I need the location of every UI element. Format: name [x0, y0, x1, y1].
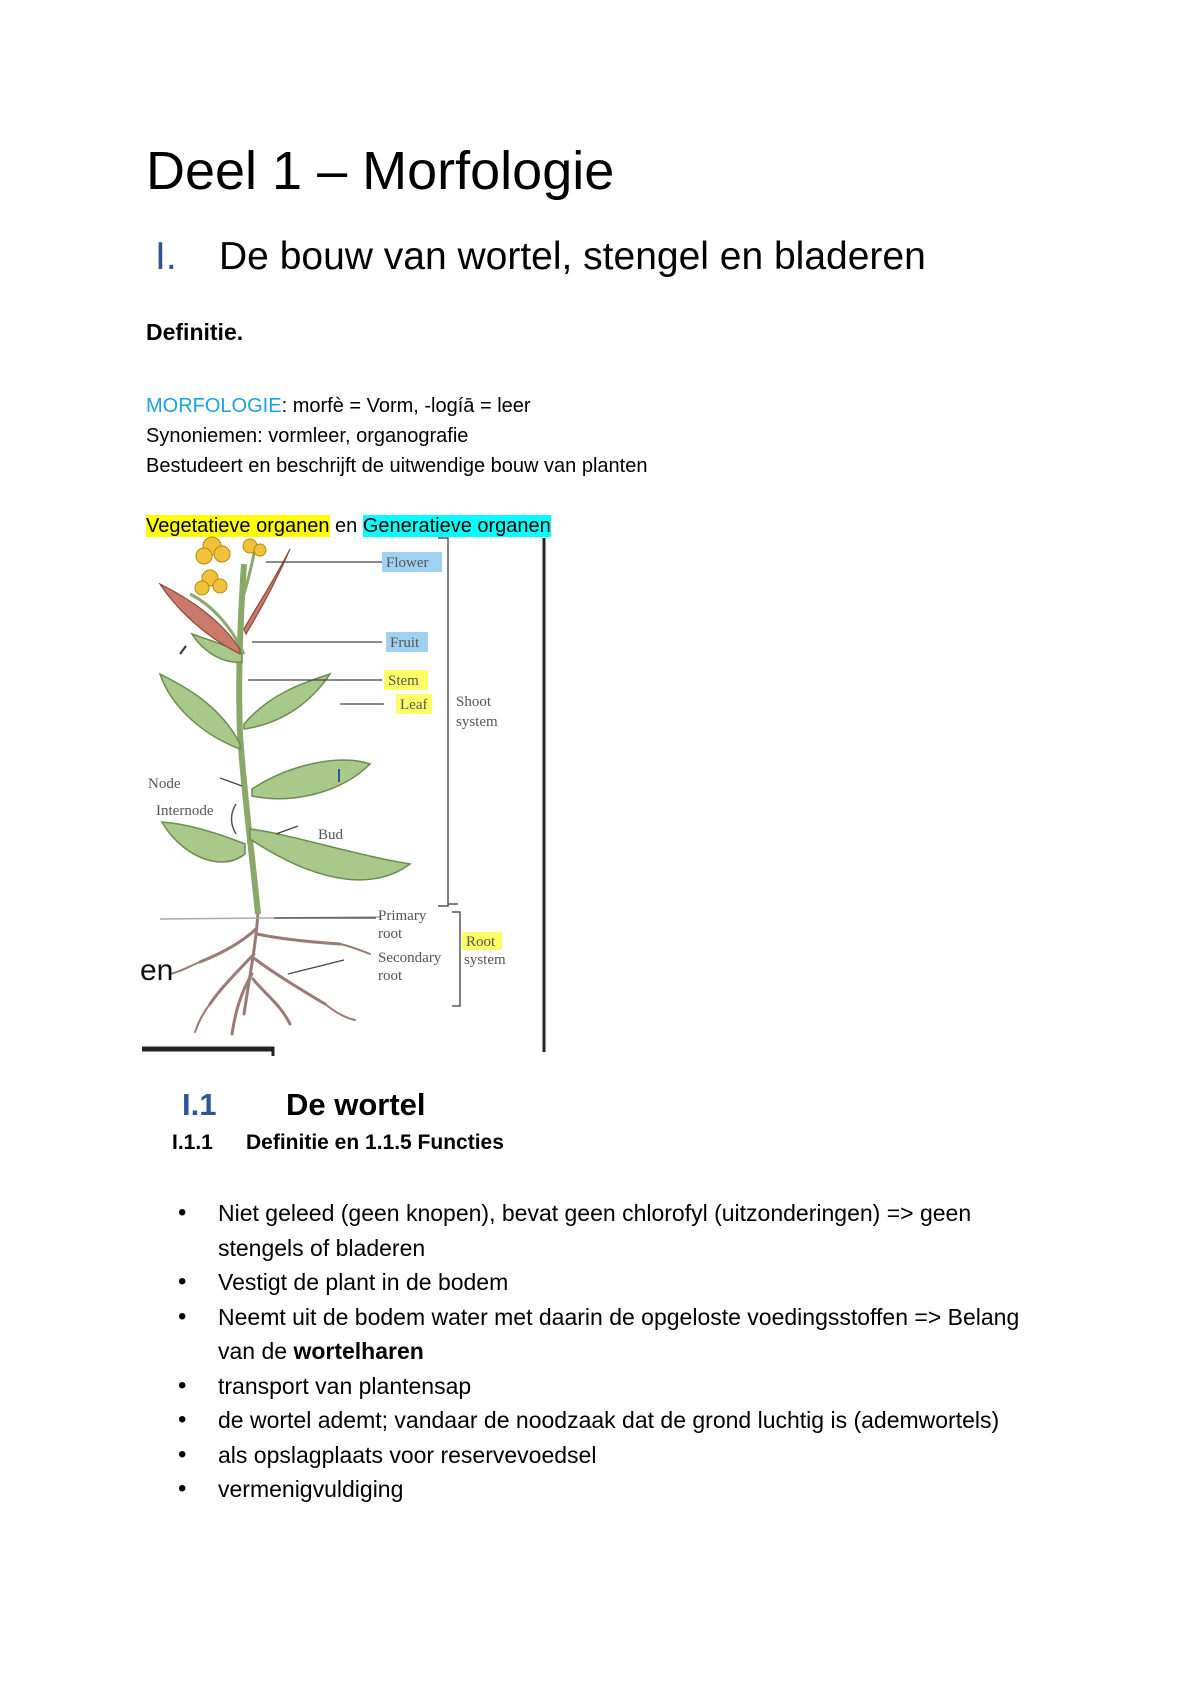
label-leaf: Leaf — [400, 697, 428, 713]
label-secondary-2: root — [378, 968, 403, 984]
label-node: Node — [148, 776, 181, 792]
morphology-definition — [146, 394, 531, 418]
description-line: Bestudeert en beschrijft de uitwendige bouw van planten — [146, 455, 648, 477]
section-title: De wortel — [286, 1087, 426, 1122]
root-system-drawing — [170, 912, 370, 1034]
chapter-title: De bouw van wortel, stengel en bladeren — [219, 235, 926, 278]
label-fruit: Fruit — [390, 635, 420, 651]
label-shoot-1: Shoot — [456, 694, 492, 710]
list-item: • de wortel ademt; vandaar de noodzaak dat de grond luchtig is (ademwortels) — [176, 1403, 1056, 1438]
plant-diagram — [140, 534, 560, 1056]
list-item: • Vestigt de plant in de bodem — [176, 1265, 1056, 1300]
leaves-drawing — [160, 634, 410, 880]
list-item: • Niet geleed (geen knopen), bevat geen chlorofyl (uitzonderingen) => geen stengels of bladeren — [176, 1196, 1056, 1265]
label-primary-2: root — [378, 926, 403, 942]
list-item: • Neemt uit de bodem water met daarin de opgeloste voedingsstoffen => Belang van de wortelharen — [176, 1300, 1056, 1369]
vegetative-organs-highlight: Vegetatieve organen — [146, 515, 330, 537]
subsection-number: I.1.1 — [172, 1131, 213, 1154]
list-item: • als opslagplaats voor reservevoedsel — [176, 1438, 1056, 1473]
label-root-2: system — [464, 952, 506, 968]
subsection-title: Definitie en 1.1.5 Functies — [246, 1131, 504, 1154]
chapter-number: I. — [155, 235, 177, 278]
morphology-etymology: : morfè = Vorm, -logíā = leer — [281, 395, 531, 417]
label-primary-1: Primary — [378, 908, 427, 924]
chapter-heading — [155, 234, 926, 280]
label-shoot-2: system — [456, 714, 498, 730]
definition-heading: Definitie. — [146, 319, 244, 345]
label-fragment: en — [140, 954, 174, 987]
list-item: • vermenigvuldiging — [176, 1472, 1056, 1507]
page-title: Deel 1 – Morfologie — [146, 141, 615, 201]
section-number: I.1 — [182, 1087, 217, 1122]
subsection-heading — [172, 1130, 504, 1156]
label-stem: Stem — [388, 673, 419, 689]
list-item: • transport van plantensap — [176, 1369, 1056, 1404]
synonyms-line: Synoniemen: vormleer, organografie — [146, 425, 469, 447]
fruits-drawing — [160, 549, 290, 654]
label-bud: Bud — [318, 827, 344, 843]
label-secondary-1: Secondary — [378, 950, 442, 966]
organs-connector: en — [329, 515, 363, 537]
flowers-drawing — [195, 537, 266, 595]
label-internode: Internode — [156, 803, 214, 819]
label-flower: Flower — [386, 555, 429, 571]
label-root-1: Root — [466, 934, 496, 950]
emphasis-wortelharen: wortelharen — [293, 1338, 424, 1364]
functions-list — [176, 1196, 1056, 1507]
morphology-term: MORFOLOGIE — [146, 395, 282, 417]
section-heading — [182, 1086, 426, 1124]
generative-organs-highlight: Generatieve organen — [362, 515, 551, 537]
